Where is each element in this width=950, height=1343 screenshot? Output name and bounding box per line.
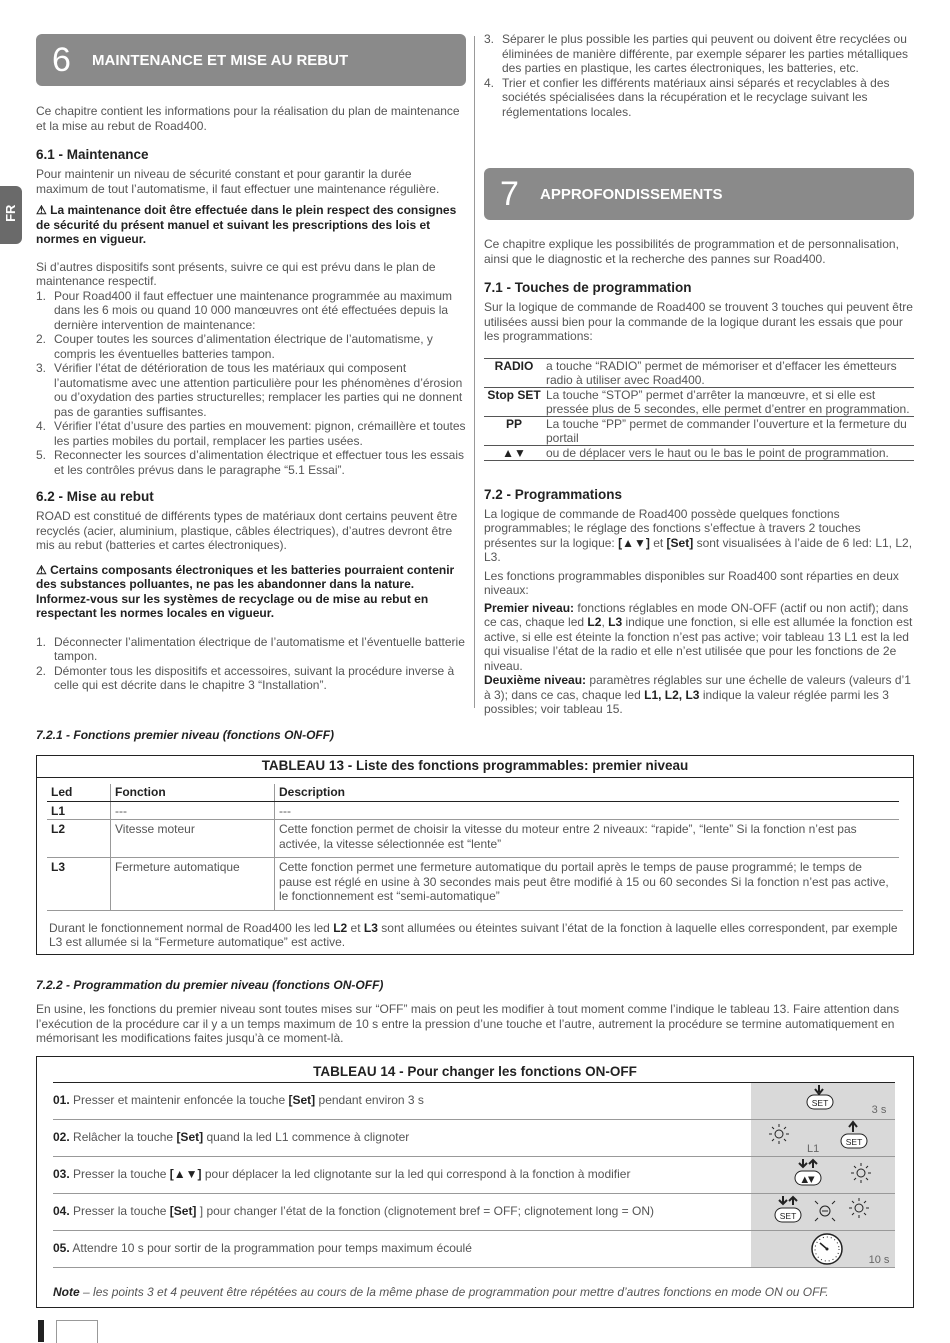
maintenance-heading: 6.1 - Maintenance bbox=[36, 147, 149, 162]
step-row-04: 04. Presser la touche [Set] ] pour changer l’état de la fonction (clignotement bref = OFF; clignotement long = ON) SET bbox=[53, 1194, 895, 1231]
disposal-warning-text: Certains composants électroniques et les batteries pourraient contenir des substances polluantes, ne pas les abandonner dans la nature. Informez-vous sur les systèmes de recyclage ou de mise au rebut en respectant les normes locales en vigueur. bbox=[36, 562, 455, 620]
press-arrows-icon bbox=[751, 1157, 895, 1193]
step-row-05: 05. Attendre 10 s pour sortir de la programmation pour temps maximum écoulé 10 s bbox=[53, 1231, 895, 1268]
language-tab-label: FR bbox=[2, 204, 18, 222]
table-13-title: TABLEAU 13 - Liste des fonctions programmables: premier niveau bbox=[261, 758, 689, 773]
disposal-paragraph: ROAD est constitué de différents types de matériaux dont certains peuvent être recyclés (acier, aluminium, plastique, câbles électriques), d’autres devront être mis au rebut (batteries et cartes électroniques). bbox=[36, 509, 458, 552]
subsection-721-heading: 7.2.1 - Fonctions premier niveau (fonctions ON-OFF) bbox=[36, 728, 335, 742]
table-14-title: TABLEAU 14 - Pour changer les fonctions ON-OFF bbox=[313, 1064, 637, 1079]
column-divider bbox=[474, 36, 475, 708]
svg-text:SET: SET bbox=[845, 1137, 863, 1147]
section-7-number: 7 bbox=[500, 175, 519, 213]
maintenance-list bbox=[36, 289, 466, 478]
svg-text:10 s: 10 s bbox=[868, 1254, 890, 1266]
svg-text:SET: SET bbox=[811, 1098, 829, 1108]
step-02-figure bbox=[751, 1120, 895, 1156]
keys-table bbox=[484, 358, 914, 461]
keys-paragraph: Sur la logique de commande de Road400 se trouvent 3 touches qui peuvent être utilisées aussi bien pour la commande de la logique durant les essais que pour les programmations: bbox=[484, 300, 913, 343]
list-item: 5. Reconnecter les sources d’alimentation électrique et effectuer tous les essais et les contrôles prévus dans le paragraphe “5.1 Essai”. bbox=[36, 448, 464, 477]
disposal-warning bbox=[36, 563, 466, 621]
list-item: 3. Vérifier l’état de détérioration de tous les matériaux qui composent l’automatisme avec une attention particulière pour les phénomènes d’érosion ou d’oxydation des parties structurelles; remplacer les parties qui ne donnent pas de garanties suffisantes. bbox=[36, 361, 463, 419]
column-header: Fonction bbox=[111, 784, 275, 801]
step-01-figure bbox=[751, 1083, 895, 1119]
table-row: ▲▼ ou de déplacer vers le haut ou le bas le point de programmation. bbox=[484, 445, 914, 460]
press-set-toggle-icon bbox=[751, 1194, 895, 1230]
table-row: L2 Vitesse moteur Cette fonction permet de choisir la vitesse du moteur entre 2 niveaux: “rapide”, “lente” Si la fonction n’est pas activée, la vitesse sélectionnée est “lente” bbox=[47, 820, 899, 858]
step-03-figure bbox=[751, 1157, 895, 1193]
maintenance-paragraph: Pour maintenir un niveau de sécurité constant et pour garantir la durée maximum de tout l’automatisme, il faut effectuer une maintenance régulière. bbox=[36, 167, 440, 196]
step-04-figure bbox=[751, 1194, 895, 1230]
list-item: 4. Trier et confier les différents matériaux ainsi séparés et recyclables à des sociétés spécialisées dans la récupération et le recyclage suivant les réglementations locales. bbox=[484, 75, 890, 119]
maintenance-warning bbox=[36, 203, 466, 247]
section-6-header bbox=[36, 34, 466, 86]
step-row-01: 01. Presser et maintenir enfoncée la touche [Set] pendant environ 3 s SET 3 s bbox=[53, 1083, 895, 1120]
step-row-03: 03. Presser la touche [▲▼] pour déplacer la led clignotante sur la led qui correspond à la fonction à modifier ▲▼ bbox=[53, 1157, 895, 1194]
list-item: 1. Déconnecter l’alimentation électrique de l’automatisme et l’éventuelle batterie tampon. bbox=[36, 634, 465, 663]
list-item: 3. Séparer le plus possible les parties qui peuvent ou doivent être recyclées ou éliminées de manière différente, par exemple séparer les parties métalliques des parties en plastique, les cartes électroniques, les batteries, etc. bbox=[484, 32, 908, 75]
disposal-heading: 6.2 - Mise au rebut bbox=[36, 489, 154, 504]
section-7-body bbox=[484, 237, 914, 717]
table-14 bbox=[36, 1056, 914, 1308]
svg-text:▲▼: ▲▼ bbox=[801, 1175, 815, 1185]
table-13-grid bbox=[47, 784, 899, 910]
programming-paragraph: La logique de commande de Road400 possède quelques fonctions programmables; le réglage des fonctions s’effectue à travers 2 touches présentes sur la logique: [▲▼] et [Set] sont visualisées à l’aide de 6 led: L1, L2, L3. bbox=[484, 506, 913, 564]
svg-text:SET: SET bbox=[779, 1211, 797, 1221]
maintenance-warning-text: La maintenance doit être effectuée dans le plein respect des consignes de sécurité du présent manuel et suivant les prescriptions des lois et normes en vigueur. bbox=[36, 203, 457, 246]
warning-icon: ⚠ bbox=[36, 562, 47, 577]
table-row: RADIO a touche “RADIO” permet de mémoriser et d’effacer les émetteurs radio à utiliser avec Road400. bbox=[484, 358, 914, 387]
keys-heading: 7.1 - Touches de programmation bbox=[484, 280, 692, 295]
level1-paragraph: Premier niveau: fonctions réglables en mode ON-OFF (actif ou non actif); dans ce cas, chaque led L2, L3 indique une fonction, si elle est allumée la fonction est active, si elle est éteinte la fonction n’est pas active; voir tableau 13 L1 est la led qui visualise l’état de la radio et elle n’est utilisée que pour les fonctions de 2e niveau. bbox=[484, 600, 913, 673]
list-item: 4. Vérifier l’état d’usure des parties en mouvement: pignon, crémaillère et toutes les parties mobiles du portail, remplacer les parties usées. bbox=[36, 419, 466, 448]
table-row: PP La touche “PP” permet de commander l’ouverture et la fermeture du portail bbox=[484, 416, 914, 445]
table-row: Stop SET La touche “STOP” permet d’arrêter la manœuvre, et si elle est pressée plus de 5 secondes, elle permet d’entrer en programmation. bbox=[484, 387, 914, 416]
warning-icon: ⚠ bbox=[36, 203, 47, 217]
section-6-body bbox=[36, 104, 466, 693]
section-7-header bbox=[484, 168, 914, 220]
page-number-box bbox=[56, 1320, 98, 1343]
section-7-title: APPROFONDISSEMENTS bbox=[540, 186, 723, 203]
blinking-led-release-set-icon bbox=[751, 1120, 895, 1156]
table-14-note: Note – les points 3 et 4 peuvent être répétées au cours de la même phase de programmation pour mettre d’autres fonctions en mode ON ou OFF. bbox=[53, 1285, 829, 1299]
table-13 bbox=[36, 755, 914, 955]
step-row-02: 02. Relâcher la touche [Set] quand la led L1 commence à clignoter L1 SET bbox=[53, 1120, 895, 1157]
column-header: Description bbox=[275, 784, 900, 801]
programming-heading: 7.2 - Programmations bbox=[484, 486, 623, 502]
maintenance-paragraph-2: Si d’autres dispositifs sont présents, suivre ce qui est prévu dans le plan de maintenance respectif. bbox=[36, 259, 436, 288]
table-13-footer: Durant le fonctionnement normal de Road400 les led L2 et L3 sont allumées ou éteintes suivant l’état de la fonction à laquelle elles correspondent, par exemple L3 est allumée si la “Fermeture automatique” est active. bbox=[49, 920, 898, 949]
step-05-figure bbox=[751, 1231, 895, 1267]
level2-paragraph: Deuxième niveau: paramètres réglables sur une échelle de valeurs (valeurs d’1 à 3); dans ce cas, chaque led L1, L2, L3 indique la valeur réglée parmi les 3 possibles; voir tableau 15. bbox=[484, 673, 911, 716]
subsection-722-body: En usine, les fonctions du premier niveau sont toutes mises sur “OFF” mais on peut les modifier à tout moment comme l’indique le tableau 13. Faire attention dans l’exécution de la procédure car il y a un temps maximum de 10 s entre la pression d’une touche et l’autre, autrement la procédure se termine automatiquement en mémorisant les modifications faites jusqu’à ce moment-là. bbox=[36, 1002, 900, 1045]
section-6-intro: Ce chapitre contient les informations pour la réalisation du plan de maintenance et la mise au rebut de Road400. bbox=[36, 104, 460, 133]
section-6-number: 6 bbox=[52, 41, 71, 79]
programming-paragraph-2: Les fonctions programmables disponibles sur Road400 sont réparties en deux niveaux: bbox=[484, 568, 899, 597]
list-item: 2. Couper toutes les sources d’alimentation électrique de l’automatisme, y compris les éventuelles batteries tampon. bbox=[36, 332, 433, 361]
page-marker bbox=[38, 1320, 44, 1342]
column-header: Led bbox=[47, 784, 111, 801]
svg-text:L1: L1 bbox=[807, 1143, 820, 1155]
svg-text:3 s: 3 s bbox=[871, 1104, 887, 1116]
table-row: L1 --- --- bbox=[47, 801, 899, 820]
section-6-title: MAINTENANCE ET MISE AU REBUT bbox=[92, 52, 349, 69]
disposal-list-part1 bbox=[36, 635, 466, 693]
section-7-intro: Ce chapitre explique les possibilités de programmation et de personnalisation, ainsi que le diagnostic et la recherche des pannes sur Road400. bbox=[484, 237, 899, 266]
list-item: 2. Démonter tous les dispositifs et accessoires, suivant la procédure inverse à celle qui est décrite dans le chapitre 3 “Installation”. bbox=[36, 663, 455, 692]
language-tab bbox=[0, 186, 22, 244]
press-set-icon bbox=[751, 1083, 895, 1119]
disposal-list-part2 bbox=[484, 32, 914, 119]
list-item: 1. Pour Road400 il faut effectuer une maintenance programmée au maximum dans les 6 mois ou quand 10 000 manœuvres ont été effectuées depuis la dernière intervention de maintenance: bbox=[36, 288, 452, 332]
clock-icon bbox=[751, 1231, 895, 1267]
table-row: L3 Fermeture automatique Cette fonction permet une fermeture automatique du portail après le temps de pause programmé; le temps de pause est réglé en usine à 30 secondes mais peut être modifié à 15 ou 60 secondes Si la fonction n’est pas active, le fonctionnement est “semi-automatique” bbox=[47, 858, 899, 910]
subsection-722-heading: 7.2.2 - Programmation du premier niveau (fonctions ON-OFF) bbox=[36, 978, 384, 992]
disposal-list-part2-wrap bbox=[484, 32, 914, 119]
